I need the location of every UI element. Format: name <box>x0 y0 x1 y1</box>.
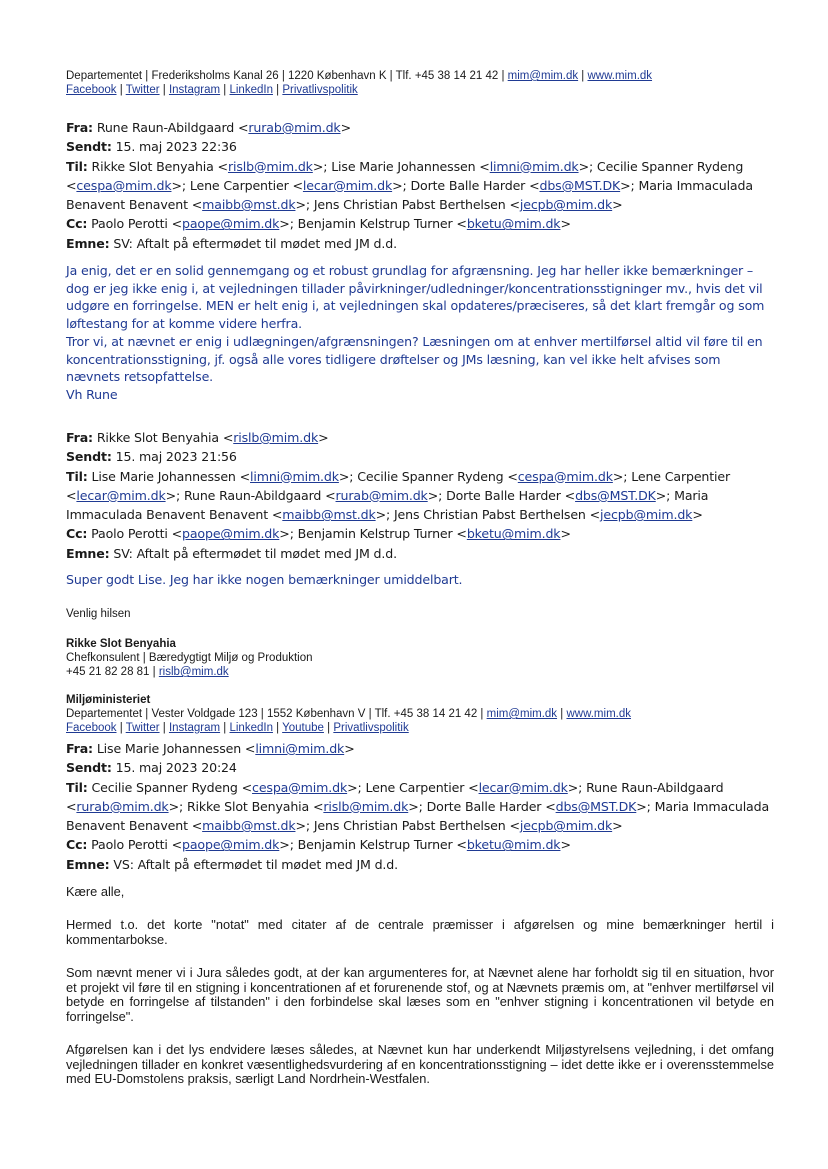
subject-line: Emne: SV: Aftalt på eftermødet til mødet med JM d.d. <box>66 235 397 251</box>
facebook-link[interactable]: Facebook <box>66 84 117 96</box>
email3-paragraph-1: Hermed t.o. det korte "notat" med citater af de centrale præmisser i afgørelsen og mine bemærkninger hertil i kommentarbokse. <box>66 917 774 947</box>
signature-contact: +45 21 82 28 81 | rislb@mim.dk <box>66 666 229 678</box>
org-footer <box>66 693 774 735</box>
contact-line: Departementet | Frederiksholms Kanal 26 | 1220 København K | Tlf. +45 38 14 21 42 | mim@mim.dk | www.mim.dk <box>66 70 653 82</box>
sent-line: Sendt: 15. maj 2023 22:36 <box>66 139 237 155</box>
email2-header <box>66 428 774 563</box>
website-link[interactable]: www.mim.dk <box>587 70 653 82</box>
signature <box>66 637 774 679</box>
twitter-link[interactable]: Twitter <box>125 84 160 96</box>
to-line: Til: Cecilie Spanner Rydeng <cespa@mim.dk>; Lene Carpentier <lecar@mim.dk>; Rune Raun-Abildgaard <rurab@mim.dk>; Rikke Slot Benyahia <rislb@mim.dk>; Dorte Balle Harder <dbs@MST.DK>; Maria Immaculada Benavent Benavent <maibb@mst.dk>; Jens Christian Pabst Berthelsen <jecpb@mim.dk> <box>66 779 770 834</box>
greeting: Venlig hilsen <box>66 608 131 620</box>
org-social-links: Facebook | Twitter | Instagram | LinkedIn | Youtube | Privatlivspolitik <box>66 722 409 734</box>
twitter-link[interactable]: Twitter <box>125 722 160 734</box>
email1-paragraph-1: Ja enig, det er en solid gennemgang og et robust grundlag for afgrænsning. Jeg har heller ikke bemærkninger – dog er jeg ikke enig i, at vejledningen tillader påvirkninger/udledninger/koncentrationsstigninger mv., hvis det vil udgøre en forringelse. MEN er helt enig i, at vejledningen skal opdateres/præciseres, så det klart fremgår og som løftestang for at komme videre herfra. <box>66 263 765 332</box>
sent-line: Sendt: 15. maj 2023 20:24 <box>66 760 237 776</box>
linkedin-link[interactable]: LinkedIn <box>229 722 273 734</box>
email1-paragraph-2: Tror vi, at nævnet er enig i udlægningen/afgrænsningen? Læsningen om at enhver mertilførsel altid vil føre til en koncentrationsstigning, jf. også alle vores tidligere drøftelser og JMs læsning, kan vel ikke helt afvises som nævnets retsopfattelse. <box>66 333 763 385</box>
sent-line: Sendt: 15. maj 2023 21:56 <box>66 449 237 465</box>
email2-body: Super godt Lise. Jeg har ikke nogen bemærkninger umiddelbart. <box>66 572 463 587</box>
from-line: Fra: Rikke Slot Benyahia <rislb@mim.dk> <box>66 430 329 445</box>
subject-line: Emne: SV: Aftalt på eftermødet til mødet med JM d.d. <box>66 545 397 561</box>
email3-salutation: Kære alle, <box>66 884 125 899</box>
cc-line: Cc: Paolo Perotti <paope@mim.dk>; Benjamin Kelstrup Turner <bketu@mim.dk> <box>66 526 571 542</box>
linkedin-link[interactable]: LinkedIn <box>229 84 273 96</box>
email3-header <box>66 739 774 874</box>
instagram-link[interactable]: Instagram <box>168 722 221 734</box>
to-line: Til: Lise Marie Johannessen <limni@mim.dk>; Cecilie Spanner Rydeng <cespa@mim.dk>; Lene Carpentier <lecar@mim.dk>; Rune Raun-Abildgaard <rurab@mim.dk>; Dorte Balle Harder <dbs@MST.DK>; Maria Immaculada Benavent Benavent <maibb@mst.dk>; Jens Christian Pabst Berthelsen <jecpb@mim.dk> <box>66 468 731 523</box>
instagram-link[interactable]: Instagram <box>168 84 221 96</box>
email-link[interactable]: mim@mim.dk <box>507 70 579 82</box>
org-email-link[interactable]: mim@mim.dk <box>486 708 558 720</box>
email3-paragraph-3: Afgørelsen kan i det lys endvidere læses således, at Nævnet kun har underkendt Miljøstyrelsens vejledning, i det omfang vejledningen tillader en konkret væsentlighedsvurdering af en koncentrationsstigning – idet dette ikke er i overensstemmelse med EU-Domstolens praksis, særligt Land Nordrhein-Westfalen. <box>66 1042 774 1087</box>
privacy-link[interactable]: Privatlivspolitik <box>333 722 409 734</box>
from-line: Fra: Lise Marie Johannessen <limni@mim.dk> <box>66 741 355 756</box>
top-contact-footer <box>66 69 774 97</box>
privacy-link[interactable]: Privatlivspolitik <box>282 84 358 96</box>
signature-email-link[interactable]: rislb@mim.dk <box>158 666 229 678</box>
email3-paragraph-2: Som nævnt mener vi i Jura således godt, at der kan argumenteres for, at Nævnet alene har forholdt sig til en situation, hvor et projekt vil føre til en stigning i koncentrationen af et forurenende stof, og at Nævnets præmis om, at "enhver mertilførsel vil betyde en forringelse af tilstanden" i den forbindelse skal læses som en "enhver stigning i koncentrationen vil betyde en forringelse". <box>66 965 774 1024</box>
cc-line: Cc: Paolo Perotti <paope@mim.dk>; Benjamin Kelstrup Turner <bketu@mim.dk> <box>66 837 571 853</box>
cc-line: Cc: Paolo Perotti <paope@mim.dk>; Benjamin Kelstrup Turner <bketu@mim.dk> <box>66 216 571 232</box>
to-line: Til: Rikke Slot Benyahia <rislb@mim.dk>; Lise Marie Johannessen <limni@mim.dk>; Cecilie Spanner Rydeng <cespa@mim.dk>; Lene Carpentier <lecar@mim.dk>; Dorte Balle Harder <dbs@MST.DK>; Maria Immaculada Benavent Benavent <maibb@mst.dk>; Jens Christian Pabst Berthelsen <jecpb@mim.dk> <box>66 158 753 213</box>
youtube-link[interactable]: Youtube <box>282 722 324 734</box>
org-contact-line: Departementet | Vester Voldgade 123 | 1552 København V | Tlf. +45 38 14 21 42 | mim@mim.dk | www.mim.dk <box>66 708 631 720</box>
social-links: Facebook | Twitter | Instagram | LinkedIn | Privatlivspolitik <box>66 84 358 96</box>
org-website-link[interactable]: www.mim.dk <box>566 708 631 720</box>
subject-line: Emne: VS: Aftalt på eftermødet til mødet med JM d.d. <box>66 856 398 872</box>
org-name: Miljøministeriet <box>66 694 151 706</box>
facebook-link[interactable]: Facebook <box>66 722 117 734</box>
signature-title: Chefkonsulent | Bæredygtigt Miljø og Produktion <box>66 652 313 664</box>
signature-name: Rikke Slot Benyahia <box>66 638 176 650</box>
email1-signoff: Vh Rune <box>66 386 118 402</box>
email1-body <box>66 262 774 404</box>
from-line: Fra: Rune Raun-Abildgaard <rurab@mim.dk> <box>66 120 351 135</box>
email1-header <box>66 118 774 253</box>
